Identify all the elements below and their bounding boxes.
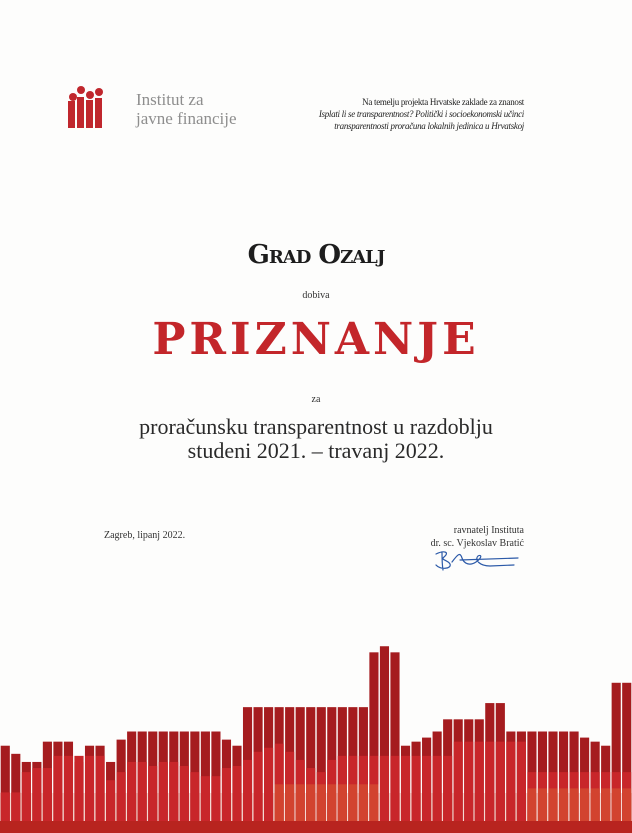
project-note-line2: Isplati li se transparentnost? Politički i socioekonomski učinci xyxy=(318,109,524,119)
mid-bar xyxy=(454,742,463,833)
receives-label: dobiva xyxy=(302,290,330,301)
skyline-base-strip xyxy=(0,821,632,833)
signatory xyxy=(431,524,524,550)
award-reason-line1: proračunsku transparentnost u razdoblju xyxy=(139,414,493,439)
award-reason-line2: studeni 2021. – travanj 2022. xyxy=(187,438,445,463)
handwritten-signature-icon xyxy=(430,548,520,572)
institute-logo xyxy=(66,86,237,128)
place-and-date: Zagreb, lipanj 2022. xyxy=(104,530,186,541)
project-note xyxy=(264,96,524,132)
project-note-line1: Na temelju projekta Hrvatske zaklade za znanost xyxy=(362,97,524,107)
mid-bar xyxy=(496,742,505,833)
mid-bar xyxy=(254,752,263,833)
signatory-role: ravnatelj Instituta xyxy=(453,525,524,536)
mid-bar xyxy=(264,748,273,833)
signatory-name: dr. sc. Vjekoslav Bratić xyxy=(430,538,524,549)
mid-bar xyxy=(506,742,515,833)
mid-bar xyxy=(485,742,494,833)
red-bar-skyline xyxy=(0,630,632,833)
institute-name-line2: javne financije xyxy=(136,109,237,128)
project-note-line3: transparentnosti proračuna lokalnih jedinica u Hrvatskoj xyxy=(334,121,524,131)
for-label: za xyxy=(311,394,321,405)
bar-people-logo-icon xyxy=(66,86,106,128)
award-title: PRIZNANJE xyxy=(152,314,480,365)
mid-bar xyxy=(517,742,526,833)
award-reason xyxy=(0,415,632,463)
mid-bar xyxy=(464,742,473,833)
institute-name-line1: Institut za xyxy=(136,90,204,109)
mid-bar xyxy=(475,742,484,833)
recipient-name: Grad Ozalj xyxy=(247,240,385,270)
institute-name xyxy=(136,90,237,128)
